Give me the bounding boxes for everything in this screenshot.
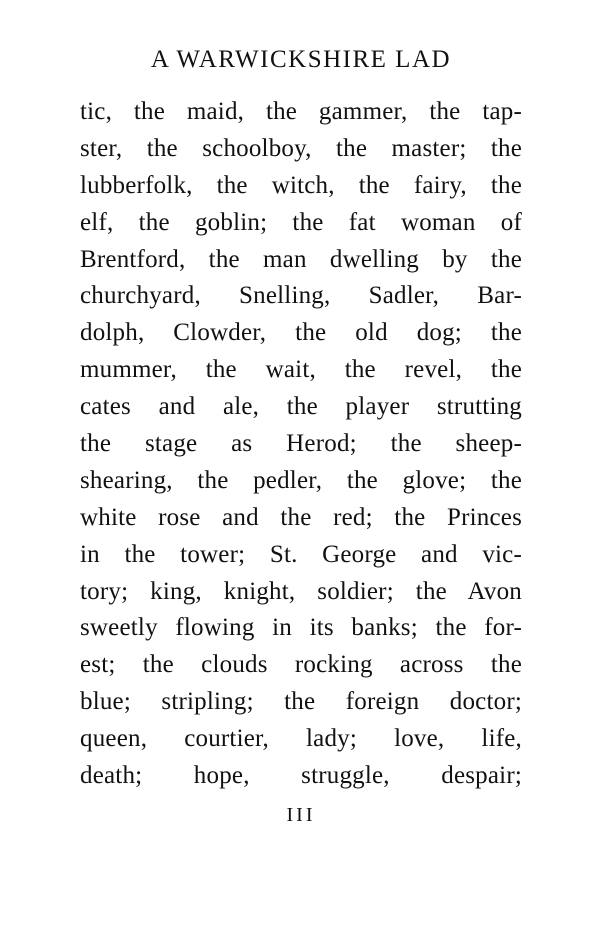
running-head: A WARWICKSHIRE LAD bbox=[150, 46, 452, 73]
text-line: ster, the schoolboy, the master; the bbox=[80, 134, 522, 162]
text-line: mummer, the wait, the revel, the bbox=[80, 356, 522, 384]
text-line: the stage as Herod; the sheep- bbox=[80, 430, 522, 458]
text-line: est; the clouds rocking across the bbox=[80, 651, 522, 679]
text-line: tory; king, knight, soldier; the Avon bbox=[80, 577, 522, 605]
body-text bbox=[80, 94, 522, 795]
page-number: III bbox=[286, 804, 316, 826]
text-line: lubberfolk, the witch, the fairy, the bbox=[80, 171, 522, 199]
text-line: Brentford, the man dwelling by the bbox=[80, 245, 522, 273]
text-line: shearing, the pedler, the glove; the bbox=[80, 466, 522, 494]
text-line: tic, the maid, the gammer, the tap- bbox=[80, 98, 522, 125]
text-line: in the tower; St. George and vic- bbox=[80, 540, 522, 568]
text-line: dolph, Clowder, the old dog; the bbox=[80, 319, 522, 347]
text-line: elf, the goblin; the fat woman of bbox=[80, 208, 522, 236]
text-line: churchyard, Snelling, Sadler, Bar- bbox=[80, 282, 522, 310]
text-line: death; hope, struggle, despair; bbox=[80, 762, 522, 790]
text-line: blue; stripling; the foreign doctor; bbox=[80, 688, 522, 716]
text-line: white rose and the red; the Princes bbox=[80, 503, 522, 531]
text-line: sweetly flowing in its banks; the for- bbox=[80, 614, 522, 642]
text-line: cates and ale, the player strutting bbox=[80, 393, 522, 421]
text-line: queen, courtier, lady; love, life, bbox=[80, 725, 522, 753]
